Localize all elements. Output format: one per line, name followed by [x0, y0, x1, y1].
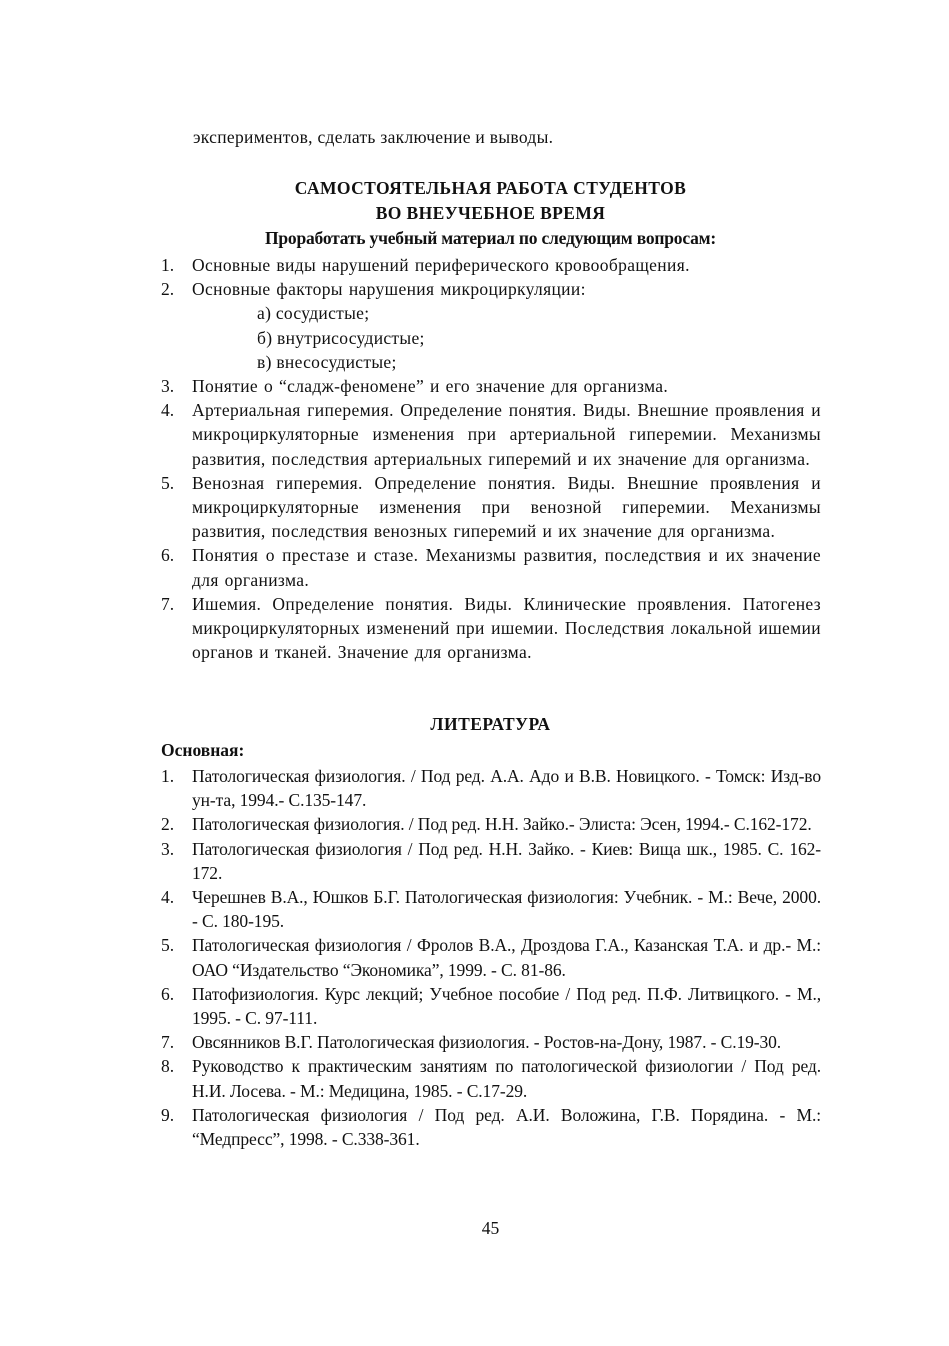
- question-text: Венозная гиперемия. Определение понятия. Виды. Внешние проявления и микроциркуляторные изменения при венозной гиперемии. Механизмы развития, последствия венозных гиперемий и их значение для организма.: [192, 472, 821, 542]
- reference-text: Овсянников В.Г. Патологическая физиология. - Ростов-на-Дону, 1987. - С.19-30.: [192, 1032, 782, 1053]
- questions-list: [161, 253, 821, 664]
- section-title-line-2: ВО ВНЕУЧЕБНОЕ ВРЕМЯ: [375, 203, 606, 223]
- reference-text: Руководство к практическим занятиям по патологической физиологии / Под ред. Н.И. Лосева. - М.: Медицина, 1985. - С.17-29.: [192, 1056, 821, 1101]
- reference-text: Черешнев В.А., Юшков Б.Г. Патологическая физиология: Учебник. - М.: Вече, 2000. - С. 180-195.: [192, 887, 821, 932]
- reference-number: 9.: [161, 1104, 175, 1125]
- reference-number: 1.: [161, 766, 175, 786]
- reference-number: 4.: [161, 887, 175, 908]
- question-number: 7.: [161, 593, 175, 614]
- reference-number: 5.: [161, 935, 175, 956]
- reference-text: Патологическая физиология. / Под ред. А.А. Адо и В.В. Новицкого. - Томск: Изд-во ун-та, 1994.- С.135-147.: [192, 766, 821, 811]
- reference-number: 6.: [161, 983, 175, 1004]
- question-number: 1.: [161, 255, 175, 275]
- reference-text: Патологическая физиология / Под ред. А.И. Воложина, Г.В. Порядина. - М.: “Медпресс”, 1998. - С.338-361.: [192, 1104, 821, 1150]
- reference-item: [161, 1103, 821, 1151]
- reference-number: 8.: [161, 1056, 175, 1077]
- section-subtitle: Проработать учебный материал по следующим вопросам:: [264, 228, 717, 248]
- question-text: Понятие о “сладж-феномене” и его значение для организма.: [192, 376, 669, 397]
- question-subitem: б) внутрисосудистые;: [257, 327, 425, 348]
- question-item: [161, 277, 821, 301]
- reference-item: [161, 1054, 821, 1102]
- reference-item: [161, 837, 821, 885]
- references-list: [161, 764, 821, 1151]
- question-subitem: а) сосудистые;: [257, 303, 370, 324]
- question-subitem: в) внесосудистые;: [257, 351, 397, 372]
- question-number: 3.: [161, 376, 175, 397]
- literature-title: ЛИТЕРАТУРА: [430, 714, 551, 734]
- question-text: Артериальная гиперемия. Определение понятия. Виды. Внешние проявления и микроциркуляторные изменения при артериальной гиперемии. Механизмы развития, последствия артериальных гиперемий и их значение для организма.: [192, 400, 821, 469]
- question-text: Основные виды нарушений периферического кровообращения.: [192, 255, 690, 275]
- question-item: [161, 253, 821, 277]
- reference-item: [161, 933, 821, 981]
- question-item: [161, 471, 821, 544]
- basic-literature-label: Основная:: [161, 740, 245, 760]
- reference-item: [161, 764, 821, 812]
- question-item: [161, 374, 821, 398]
- question-number: 5.: [161, 472, 175, 493]
- question-item: [161, 398, 821, 471]
- reference-number: 3.: [161, 838, 175, 859]
- reference-text: Патологическая физиология / Фролов В.А., Дроздова Г.А., Казанская Т.А. и др.- М.: ОАО “Издательство “Экономика”, 1999. - С. 81-86.: [192, 935, 821, 980]
- intro-line: экспериментов, сделать заключение и выводы.: [193, 127, 554, 147]
- question-text: Основные факторы нарушения микроциркуляции:: [192, 279, 586, 300]
- reference-text: Патофизиология. Курс лекций; Учебное пособие / Под ред. П.Ф. Литвицкого. - М., 1995. - С. 97-111.: [192, 983, 821, 1029]
- reference-number: 7.: [161, 1032, 175, 1053]
- question-number: 6.: [161, 545, 175, 566]
- question-number: 4.: [161, 400, 175, 421]
- reference-text: Патологическая физиология. / Под ред. Н.Н. Зайко.- Элиста: Эсен, 1994.- С.162-172.: [192, 814, 812, 835]
- reference-number: 2.: [161, 814, 175, 835]
- section-title-line-1: САМОСТОЯТЕЛЬНАЯ РАБОТА СТУДЕНТОВ: [294, 178, 687, 198]
- reference-item: [161, 982, 821, 1030]
- question-number: 2.: [161, 279, 175, 300]
- reference-text: Патологическая физиология / Под ред. Н.Н. Зайко. - Киев: Вища шк., 1985. С. 162-172.: [192, 838, 821, 883]
- reference-item: [161, 1030, 821, 1054]
- reference-item: [161, 885, 821, 933]
- question-text: Понятия о престазе и стазе. Механизмы развития, последствия и их значение для организма.: [192, 545, 821, 590]
- question-item: [161, 592, 821, 665]
- page-number: 45: [481, 1218, 500, 1238]
- reference-item: [161, 812, 821, 836]
- question-item: [161, 543, 821, 591]
- question-text: Ишемия. Определение понятия. Виды. Клинические проявления. Патогенез микроциркуляторных изменений при ишемии. Последствия локальной ишемии органов и тканей. Значение для организма.: [192, 593, 821, 663]
